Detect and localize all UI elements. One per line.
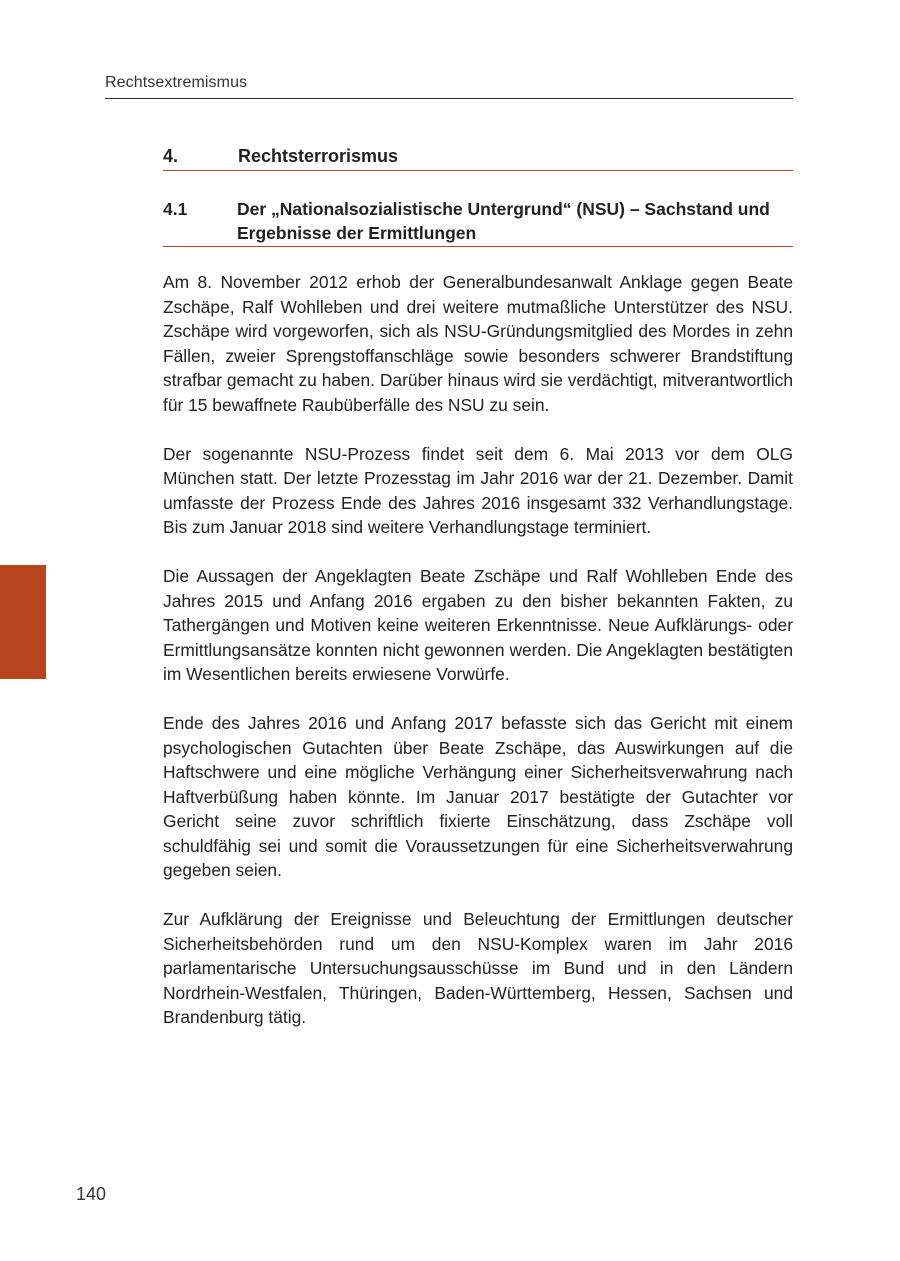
running-header [105,74,793,99]
chapter-side-tab [0,565,46,679]
paragraph-1: Am 8. November 2012 erhob der Generalbundesanwalt Anklage gegen Beate Zschäpe, Ralf Wohlleben und drei weitere mutmaßliche Unterstützer des NSU. Zschäpe wird vorgeworfen, sich als NSU-Gründungsmitglied des Mordes in zehn Fällen, zweier Sprengstoffanschläge sowie besonders schwerer Brandstiftung strafbar gemacht zu haben. Darüber hinaus wird sie verdächtigt, mitverantwortlich für 15 bewaffnete Raubüberfälle des NSU zu sein. [163,272,793,415]
chapter-number: 4. [163,146,179,166]
body-text [163,270,793,1054]
chapter-title: Rechtsterrorismus [238,146,399,166]
section-heading [163,197,793,247]
chapter-heading [163,146,793,171]
section-title: Der „Nationalsozialistische Untergrund“ (NSU) – Sachstand und Ergebnisse der Ermittlungen [237,199,770,243]
paragraph-5: Zur Aufklärung der Ereignisse und Beleuchtung der Ermittlungen deutscher Sicherheitsbehörden rund um den NSU-Komplex waren im Jahr 2016 parlamentarische Untersuchungsausschüsse im Bund und in den Ländern Nordrhein-Westfalen, Thüringen, Baden-Württemberg, Hessen, Sachsen und Brandenburg tätig. [163,909,793,1027]
paragraph-3: Die Aussagen der Angeklagten Beate Zschäpe und Ralf Wohlleben Ende des Jahres 2015 und Anfang 2016 ergaben zu den bisher bekannten Fakten, zu Tathergängen und Motiven keine weiteren Erkenntnisse. Neue Aufklärungs- oder Ermittlungsansätze konnten nicht gewonnen werden. Die Angeklagten bestätigten im Wesentlichen bereits erwiesene Vorwürfe. [163,566,793,684]
section-number: 4.1 [163,199,188,219]
paragraph-2: Der sogenannte NSU-Prozess findet seit dem 6. Mai 2013 vor dem OLG München statt. Der letzte Prozesstag im Jahr 2016 war der 21. Dezember. Damit umfasste der Prozess Ende des Jahres 2016 insgesamt 332 Verhandlungstage. Bis zum Januar 2018 sind weitere Verhandlungstage terminiert. [163,443,793,537]
paragraph-4: Ende des Jahres 2016 und Anfang 2017 befasste sich das Gericht mit einem psychologischen Gutachten über Beate Zschäpe, das Auswirkungen auf die Haftschwere und eine mögliche Verhängung einer Sicherheitsverwahrung nach Haftverbüßung haben könnte. Im Januar 2017 bestätigte der Gutachter vor Gericht seine zuvor schriftlich fixierte Einschätzung, dass Zschäpe voll schuldfähig sei und somit die Voraussetzungen für eine Sicherheitsverwahrung gegeben seien. [163,713,793,880]
running-header-title: Rechtsextremismus [105,74,248,91]
page-number: 140 [76,1184,107,1204]
